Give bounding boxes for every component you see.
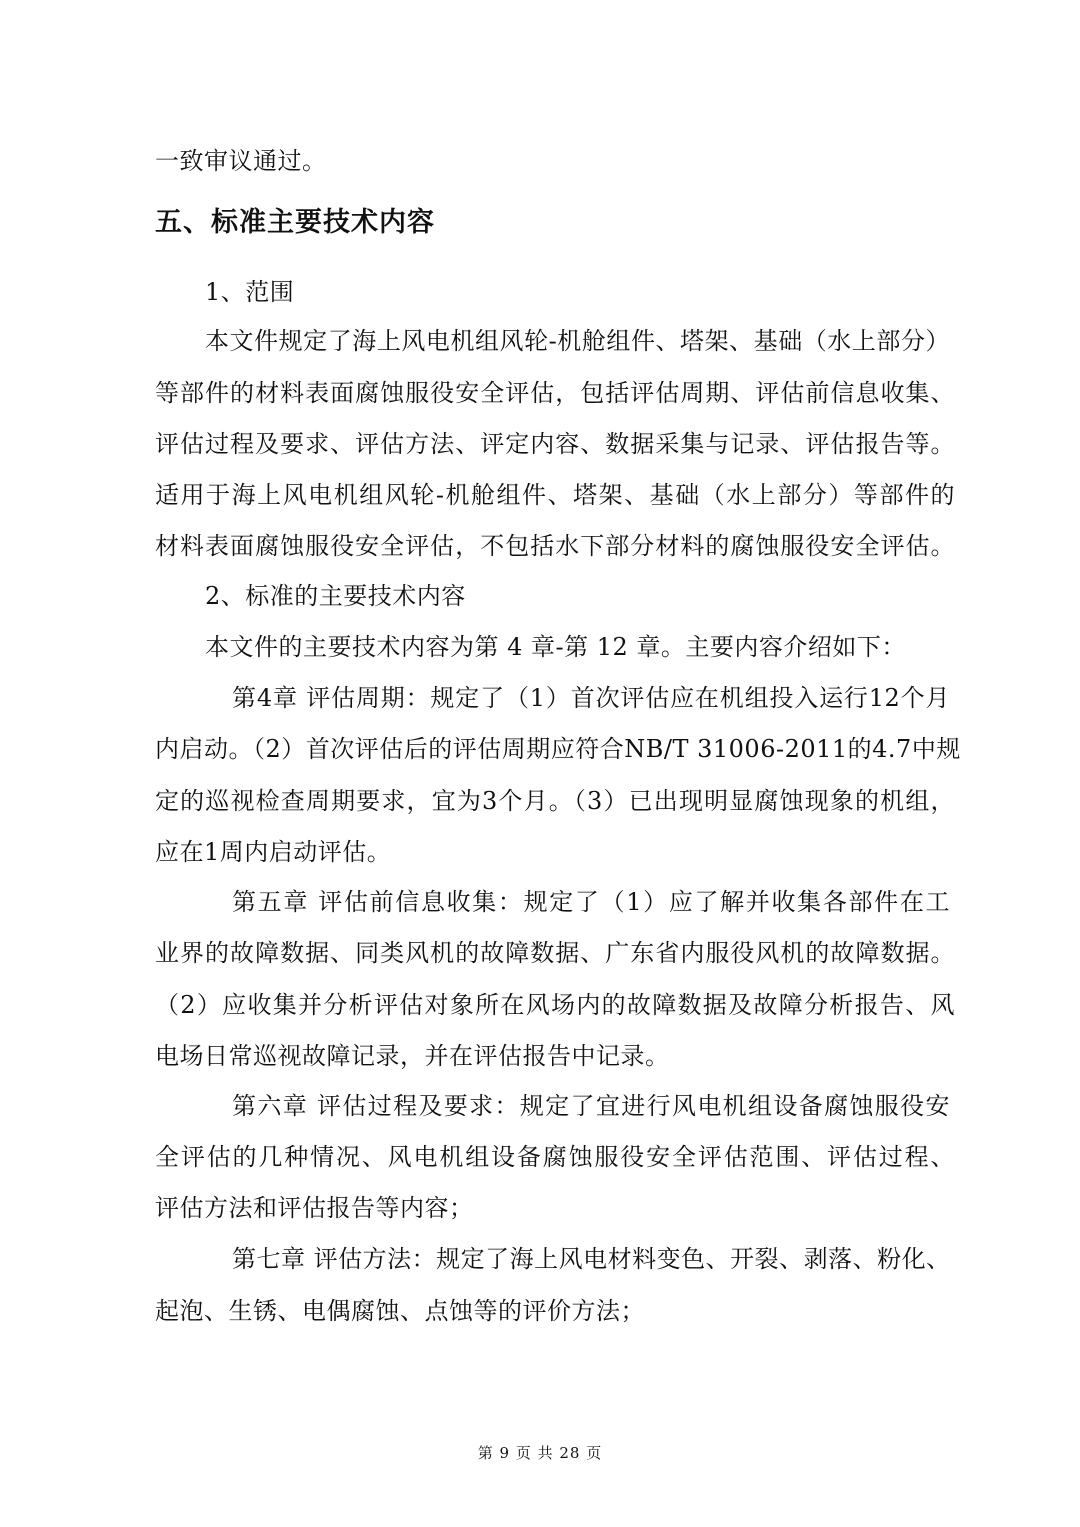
- intro-line: 本文件的主要技术内容为第 4 章-第 12 章。主要内容介绍如下：: [205, 633, 906, 661]
- paragraph-line: 第七章 评估方法：规定了海上风电材料变色、开裂、剥落、粉化、: [232, 1245, 951, 1273]
- paragraph-line: 本文件规定了海上风电机组风轮-机舱组件、塔架、基础（水上部分）: [205, 327, 950, 355]
- subsection-title-content: 2、标准的主要技术内容: [205, 582, 466, 610]
- paragraph-line: 应在1周内启动评估。: [155, 838, 392, 866]
- paragraph-line: 电场日常巡视故障记录，并在评估报告中记录。: [155, 1042, 670, 1070]
- paragraph-line: 全评估的几种情况、风电机组设备腐蚀服役安全评估范围、评估过程、: [155, 1143, 955, 1171]
- paragraph-line: 第五章 评估前信息收集：规定了（1）应了解并收集各部件在工: [232, 888, 950, 916]
- paragraph-line: 评估方法和评估报告等内容；: [155, 1194, 474, 1222]
- paragraph-line: 第4章 评估周期：规定了（1）首次评估应在机组投入运行12个月: [232, 684, 950, 712]
- paragraph-line: 业界的故障数据、同类风机的故障数据、广东省内服役风机的故障数据。: [155, 939, 955, 967]
- paragraph-line: （2）应收集并分析评估对象所在风场内的故障数据及故障分析报告、风: [155, 991, 955, 1019]
- paragraph-line: 适用于海上风电机组风轮-机舱组件、塔架、基础（水上部分）等部件的: [155, 481, 955, 509]
- paragraph-line: 材料表面腐蚀服役安全评估，不包括水下部分材料的腐蚀服役安全评估。: [155, 532, 955, 560]
- page-footer: 第 9 页 共 28 页: [477, 1444, 603, 1462]
- section-heading: 五、标准主要技术内容: [155, 207, 435, 238]
- subsection-title-scope: 1、范围: [205, 278, 295, 306]
- paragraph-line: 第六章 评估过程及要求：规定了宜进行风电机组设备腐蚀服役安: [232, 1092, 950, 1120]
- paragraph-line: 定的巡视检查周期要求，宜为3个月。（3）已出现明显腐蚀现象的机组，: [155, 787, 955, 815]
- continuation-text: 一致审议通过。: [155, 147, 327, 175]
- paragraph-line: 等部件的材料表面腐蚀服役安全评估，包括评估周期、评估前信息收集、: [155, 379, 955, 407]
- paragraph-line: 评估过程及要求、评估方法、评定内容、数据采集与记录、评估报告等。: [155, 430, 955, 458]
- paragraph-line: 内启动。（2）首次评估后的评估周期应符合NB/T 31006-2011的4.7中规: [155, 735, 961, 763]
- paragraph-line: 起泡、生锈、电偶腐蚀、点蚀等的评价方法；: [155, 1297, 645, 1325]
